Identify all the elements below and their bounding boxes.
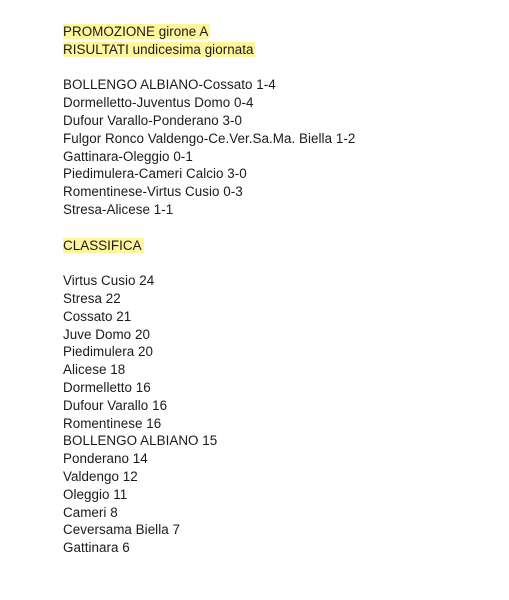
standings-row: Valdengo 12 <box>63 468 138 484</box>
standings-row: Cossato 21 <box>63 308 132 324</box>
standings-heading-line <box>63 237 493 255</box>
result-item: Stresa-Alicese 1-1 <box>63 201 174 217</box>
header-subtitle-line <box>63 41 493 59</box>
result-item: Piedimulera-Cameri Calcio 3-0 <box>63 166 247 182</box>
standings-row: Alicese 18 <box>63 362 126 378</box>
standings-row: Dormelletto 16 <box>63 379 151 395</box>
header-title-line <box>63 23 493 41</box>
standings-row: Cameri 8 <box>63 504 118 520</box>
standings-row: Oleggio 11 <box>63 486 128 502</box>
standings-row: Ponderano 14 <box>63 451 148 467</box>
standings-row: Ceversama Biella 7 <box>63 522 181 538</box>
standings-list <box>63 272 493 557</box>
result-item: Romentinese-Virtus Cusio 0-3 <box>63 184 243 200</box>
standings-row: Dufour Varallo 16 <box>63 397 168 413</box>
result-item: BOLLENGO ALBIANO-Cossato 1-4 <box>63 77 276 93</box>
standings-row: Romentinese 16 <box>63 415 162 431</box>
standings-row: Stresa 22 <box>63 290 121 306</box>
header-title: PROMOZIONE girone A <box>63 24 209 39</box>
result-item: Fulgor Ronco Valdengo-Ce.Ver.Sa.Ma. Biella 1-2 <box>63 130 356 146</box>
standings-row: Virtus Cusio 24 <box>63 273 155 289</box>
standings-row: BOLLENGO ALBIANO 15 <box>63 433 218 449</box>
document-page <box>63 23 493 557</box>
standings-row: Piedimulera 20 <box>63 344 154 360</box>
standings-row: Juve Domo 20 <box>63 326 150 342</box>
result-item: Gattinara-Oleggio 0-1 <box>63 148 193 164</box>
spacer <box>63 219 493 237</box>
spacer <box>63 254 493 272</box>
spacer <box>63 59 493 77</box>
results-list <box>63 76 493 218</box>
result-item: Dufour Varallo-Ponderano 3-0 <box>63 112 243 128</box>
standings-heading: CLASSIFICA <box>63 237 142 253</box>
result-item: Dormelletto-Juventus Domo 0-4 <box>63 95 254 111</box>
header-subtitle: RISULTATI undicesima giornata <box>63 41 254 57</box>
standings-row: Gattinara 6 <box>63 540 130 556</box>
